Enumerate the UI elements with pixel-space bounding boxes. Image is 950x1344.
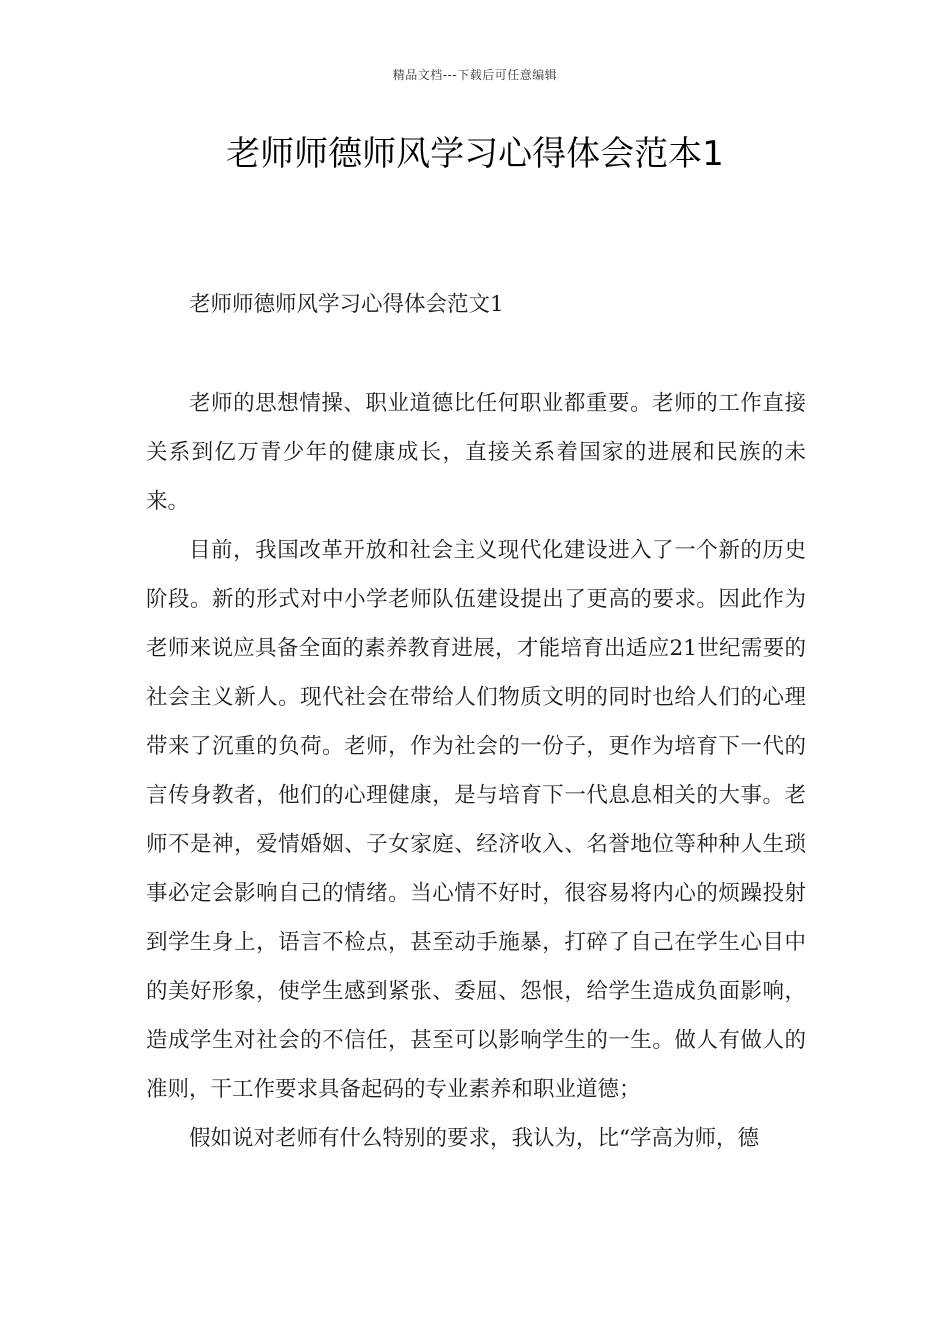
subtitle-text: 老师师德师风学习心得体会范文1 [189, 292, 504, 317]
paragraph-3: 假如说对老师有什么特别的要求，我认为，比“学高为师，德 [189, 1126, 759, 1151]
document-title: 老师师德师风学习心得体会范本1 [226, 134, 724, 174]
paragraph-1: 老师的思想情操、职业道德比任何职业都重要。老师的工作直接关系到亿万青少年的健康成长，直接关系着国家的进展和民族的未来。 [146, 391, 806, 514]
document-header-note: 精品文档---下载后可任意编辑 [392, 68, 558, 82]
document-body [146, 379, 806, 1163]
document-subtitle [146, 280, 806, 329]
paragraph-2: 目前，我国改革开放和社会主义现代化建设进入了一个新的历史阶段。新的形式对中小学老师队伍建设提出了更高的要求。因此作为老师来说应具备全面的素养教育进展，才能培育出适应21世纪需要的社会主义新人。现代社会在带给人们物质文明的同时也给人们的心理带来了沉重的负荷。老师，作为社会的一份子，更作为培育下一代的言传身教者，他们的心理健康，是与培育下一代息息相关的大事。老师不是神，爱情婚姻、子女家庭、经济收入、名誉地位等种种人生琐事必定会影响自己的情绪。当心情不好时，很容易将内心的烦躁投射到学生身上，语言不检点，甚至动手施暴，打碎了自己在学生心目中的美好形象，使学生感到紧张、委屈、怨恨，给学生造成负面影响，造成学生对社会的不信任，甚至可以影响学生的一生。做人有做人的准则，干工作要求具备起码的专业素养和职业道德； [146, 538, 806, 1102]
